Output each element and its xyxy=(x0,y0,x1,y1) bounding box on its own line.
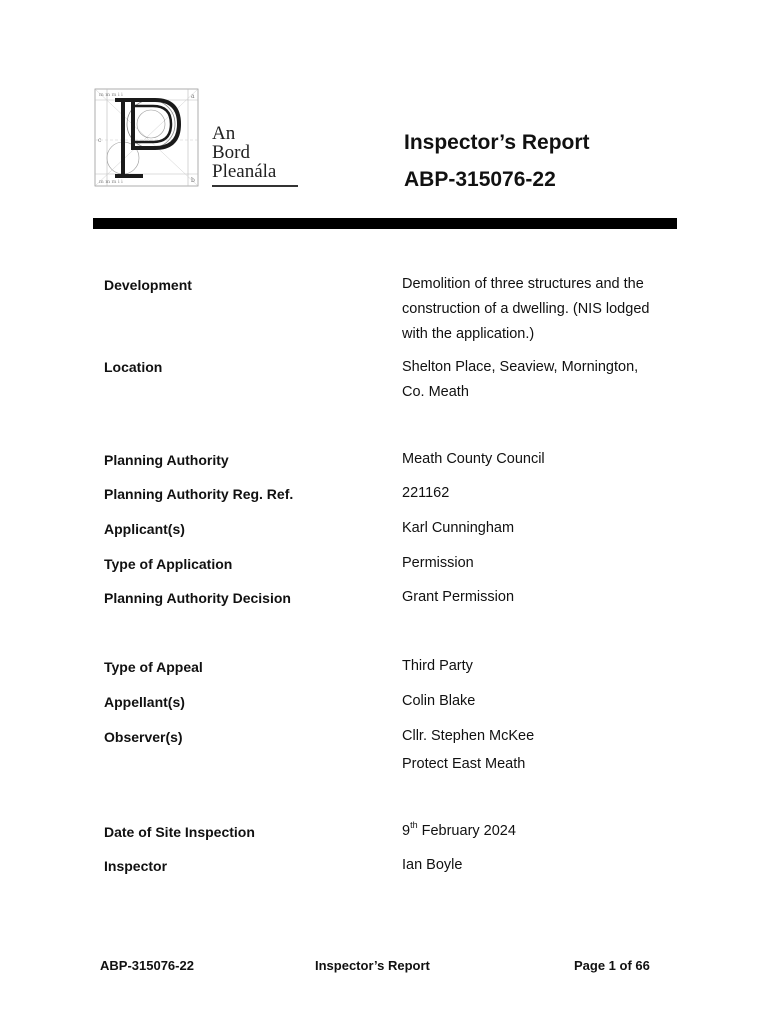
type-of-application-value: Permission xyxy=(402,555,474,571)
svg-text:c: c xyxy=(98,137,102,144)
site-inspection-value xyxy=(402,819,516,844)
inspector-label: Inspector xyxy=(104,858,168,874)
decision-label: Planning Authority Decision xyxy=(104,590,291,606)
location-label: Location xyxy=(104,359,163,375)
observers-value-line-1: Cllr. Stephen McKee xyxy=(402,728,535,744)
footer-title: Inspector’s Report xyxy=(315,958,430,973)
logo-line-2: Bord xyxy=(212,142,250,163)
footer-page-number: Page 1 of 66 xyxy=(574,958,650,973)
development-value-line-2: construction of a dwelling. (NIS lodged xyxy=(402,301,650,317)
location-value-line-1: Shelton Place, Seaview, Mornington, xyxy=(402,359,639,375)
svg-text:m m m i i: m m m i i xyxy=(99,179,123,185)
report-title: Inspector’s Report xyxy=(404,131,590,154)
type-of-appeal-label: Type of Appeal xyxy=(104,659,203,675)
planning-authority-value: Meath County Council xyxy=(402,451,545,467)
logo-line-1: An xyxy=(212,123,236,144)
development-value-line-1: Demolition of three structures and the xyxy=(402,276,644,292)
logo-p-monogram-icon xyxy=(93,86,201,190)
applicants-value: Karl Cunningham xyxy=(402,520,515,536)
logo-underline xyxy=(212,185,298,187)
logo-wordmark xyxy=(212,124,276,181)
development-value-line-3: with the application.) xyxy=(402,326,535,342)
site-inspection-day-suffix: th xyxy=(410,820,418,831)
footer-reference: ABP-315076-22 xyxy=(100,958,194,973)
an-bord-pleanala-logo xyxy=(93,86,303,194)
report-reference: ABP-315076-22 xyxy=(404,168,556,191)
type-of-appeal-value: Third Party xyxy=(402,658,473,674)
observers-value-line-2: Protect East Meath xyxy=(402,756,526,772)
svg-text:b: b xyxy=(191,177,195,184)
svg-text:m m m i i: m m m i i xyxy=(99,92,123,98)
appellants-label: Appellant(s) xyxy=(104,694,185,710)
planning-authority-label: Planning Authority xyxy=(104,452,229,468)
observers-label: Observer(s) xyxy=(104,729,183,745)
site-inspection-month-year: February 2024 xyxy=(417,823,516,839)
reg-ref-label: Planning Authority Reg. Ref. xyxy=(104,486,294,502)
appellants-value: Colin Blake xyxy=(402,693,476,709)
development-label: Development xyxy=(104,277,192,293)
inspector-value: Ian Boyle xyxy=(402,857,463,873)
location-value-line-2: Co. Meath xyxy=(402,384,469,400)
reg-ref-value: 221162 xyxy=(402,485,450,501)
site-inspection-label: Date of Site Inspection xyxy=(104,824,255,840)
logo-line-3: Pleanála xyxy=(212,161,277,182)
site-inspection-day: 9 xyxy=(402,823,411,839)
svg-text:a: a xyxy=(191,93,195,100)
header-divider xyxy=(93,218,677,229)
applicants-label: Applicant(s) xyxy=(104,521,185,537)
type-of-application-label: Type of Application xyxy=(104,556,233,572)
decision-value: Grant Permission xyxy=(402,589,515,605)
